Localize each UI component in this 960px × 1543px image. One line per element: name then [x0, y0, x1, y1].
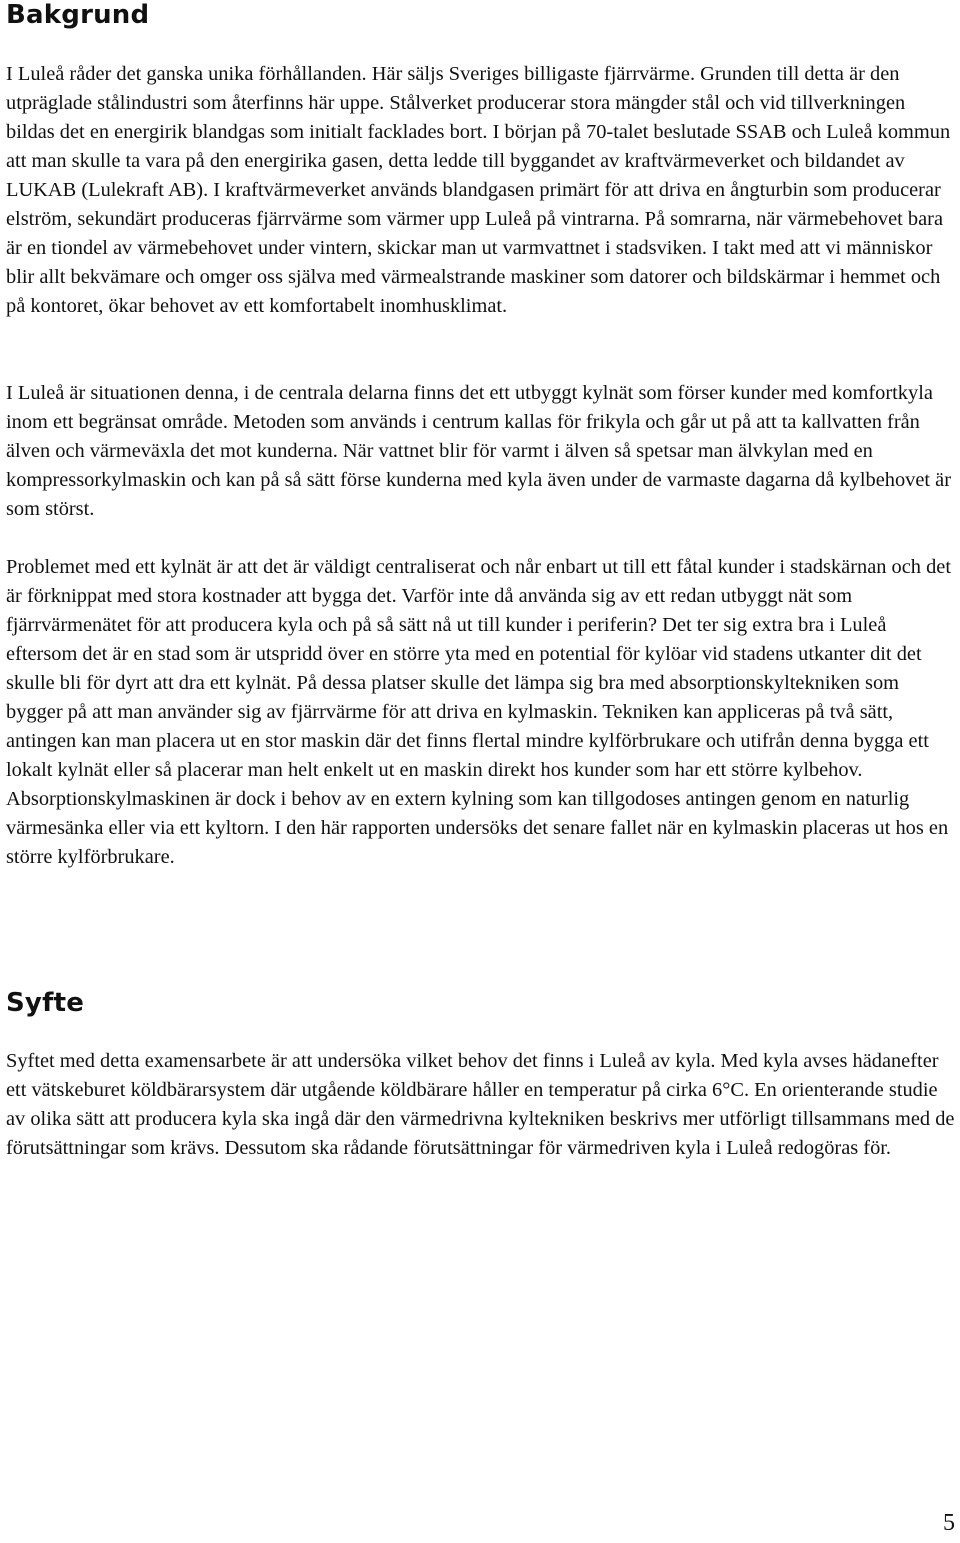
paragraph: I Luleå råder det ganska unika förhållanden. Här säljs Sveriges billigaste fjärrvärme. Grunden till detta är den utpräglade stålindustri som återfinns här uppe. Stålverket producerar stora mängder stål och vid tillverkningen bildas det en energirik blandgas som initialt facklades bort. I början på 70-talet beslutade SSAB och Luleå kommun att man skulle ta vara på den energirika gasen, detta ledde till byggandet av kraftvärmeverket och bildandet av LUKAB (Lulekraft AB). I kraftvärmeverket används blandgasen primärt för att driva en ångturbin som producerar elström, sekundärt produceras fjärrvärme som värmer upp Luleå på vintrarna. På somrarna, när värmebehovet bara är en tiondel av värmebehovet under vintern, skickar man ut varmvattnet i stadsviken. I takt med att vi människor blir allt bekvämare och omger oss själva med värmealstrande maskiner som datorer och bildskärmar i hemmet och på kontoret, ökar behovet av ett komfortabelt inomhusklimat. [6, 63, 951, 317]
section-heading-bakgrund: Bakgrund [6, 0, 150, 30]
paragraph: Problemet med ett kylnät är att det är väldigt centraliserat och når enbart ut till ett fåtal kunder i stadskärnan och det är förknippat med stora kostnader att bygga det. Varför inte då använda sig av ett redan utbyggt nät som fjärrvärmenätet för att producera kyla och på så sätt nå ut till kunder i periferin? Det ter sig extra bra i Luleå eftersom det är en stad som är utspridd över en större yta med en potential för kylöar vid stadens utkanter dit det skulle bli för dyrt att dra ett kylnät. På dessa platser skulle det lämpa sig bra med absorptionskyltekniken som bygger på att man använder sig av fjärrvärme för att driva en kylmaskin. Tekniken kan appliceras på två sätt, antingen kan man placera ut en stor maskin där det finns flertal mindre kylförbrukare och utifrån denna bygga ett lokalt kylnät eller så placerar man helt enkelt ut en maskin direkt hos kunder som har ett större kylbehov. Absorptionskylmaskinen är dock i behov av en extern kylning som kan tillgodoses antingen genom en naturlig värmesänka eller via ett kyltorn. I den här rapporten undersöks det senare fallet när en kylmaskin placeras ut hos en större kylförbrukare. [6, 556, 951, 868]
page-number: 5 [943, 1510, 955, 1536]
paragraph: Syftet med detta examensarbete är att undersöka vilket behov det finns i Luleå av kyla. Med kyla avses hädanefter ett vätskeburet köldbärarsystem där utgående köldbärare håller en temperatur på cirka 6°C. En orienterande studie av olika sätt att producera kyla ska ingå där den värmedrivna kyltekniken beskrivs mer utförligt tillsammans med de förutsättningar som krävs. Dessutom ska rådande förutsättningar för värmedriven kyla i Luleå redogöras för. [6, 1050, 955, 1159]
paragraph: I Luleå är situationen denna, i de centrala delarna finns det ett utbyggt kylnät som förser kunder med komfortkyla inom ett begränsat område. Metoden som används i centrum kallas för frikyla och går ut på att ta kallvatten från älven och värmeväxla det mot kunderna. När vattnet blir för varmt i älven så spetsar man älvkylan med en kompressorkylmaskin och kan på så sätt förse kunderna med kyla även under de varmaste dagarna då kylbehovet är som störst. [6, 382, 952, 520]
section-heading-syfte: Syfte [6, 988, 85, 1018]
